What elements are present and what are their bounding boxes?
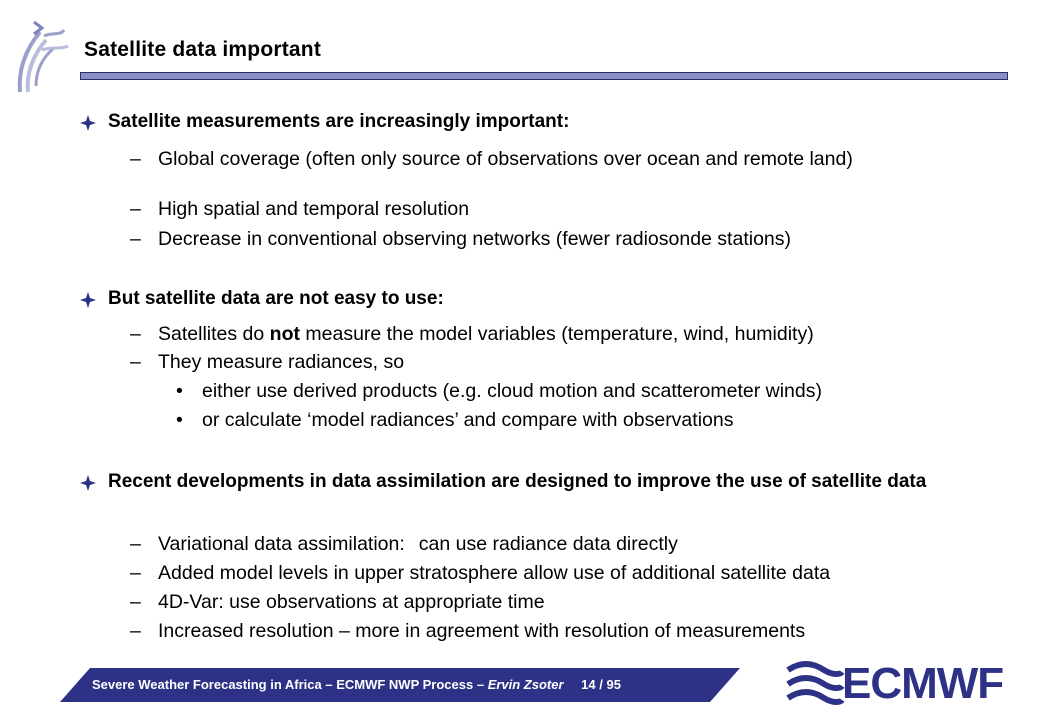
footer-author: Ervin Zsoter xyxy=(487,677,564,692)
dash-bullet: – xyxy=(130,198,141,220)
section-heading-text: But satellite data are not easy to use: xyxy=(108,288,444,309)
list-item-text: Global coverage (often only source of observations over ocean and remote land) xyxy=(158,148,853,170)
footer-text xyxy=(92,677,732,692)
dash-bullet: – xyxy=(130,148,141,170)
dash-bullet: – xyxy=(130,620,141,642)
list-item-text: They measure radiances, so xyxy=(158,351,405,373)
dash-bullet: – xyxy=(130,533,141,555)
dash-bullet: – xyxy=(130,323,141,345)
list-item-text: Increased resolution – more in agreement with resolution of measurements xyxy=(158,620,806,642)
footer-page-number: 14 / 95 xyxy=(581,677,621,692)
footer-course: Severe Weather Forecasting in Africa – ECMWF NWP Process – xyxy=(92,677,485,692)
diamond-bullet-icon xyxy=(80,292,96,308)
slide-title: Satellite data important xyxy=(84,38,322,61)
list-item-text: Decrease in conventional observing networks (fewer radiosonde stations) xyxy=(158,228,791,250)
list-item-text: High spatial and temporal resolution xyxy=(158,198,470,220)
list-item-text xyxy=(158,533,998,555)
list-item-text: Added model levels in upper stratosphere allow use of additional satellite data xyxy=(158,562,831,584)
dash-bullet: – xyxy=(130,351,141,373)
sub-list-item-text: either use derived products (e.g. cloud motion and scatterometer winds) xyxy=(202,380,822,402)
dash-bullet: – xyxy=(130,591,141,613)
list-item-label: Variational data assimilation: xyxy=(158,533,405,555)
dash-bullet: – xyxy=(130,562,141,584)
list-item-text: 4D-Var: use observations at appropriate time xyxy=(158,591,545,613)
list-item-rest: can use radiance data directly xyxy=(418,533,678,555)
section-heading-text: Recent developments in data assimilation are designed to improve the use of satellite data xyxy=(108,471,927,492)
text-run: measure the model variables (temperature, wind, humidity) xyxy=(299,323,814,345)
dot-bullet: • xyxy=(176,409,183,431)
diamond-bullet-icon xyxy=(80,115,96,131)
list-item-text xyxy=(158,323,998,345)
dot-bullet: • xyxy=(176,380,183,402)
sub-list-item-text: or calculate ‘model radiances’ and compare with observations xyxy=(202,409,734,431)
section-heading-text: Satellite measurements are increasingly important: xyxy=(108,111,570,132)
ecmwf-logo-text: ECMWF xyxy=(842,659,1004,708)
diamond-bullet-icon xyxy=(80,475,96,491)
dash-bullet: – xyxy=(130,228,141,250)
text-run: Satellites do xyxy=(158,323,270,345)
emphasis-text: not xyxy=(269,323,300,345)
